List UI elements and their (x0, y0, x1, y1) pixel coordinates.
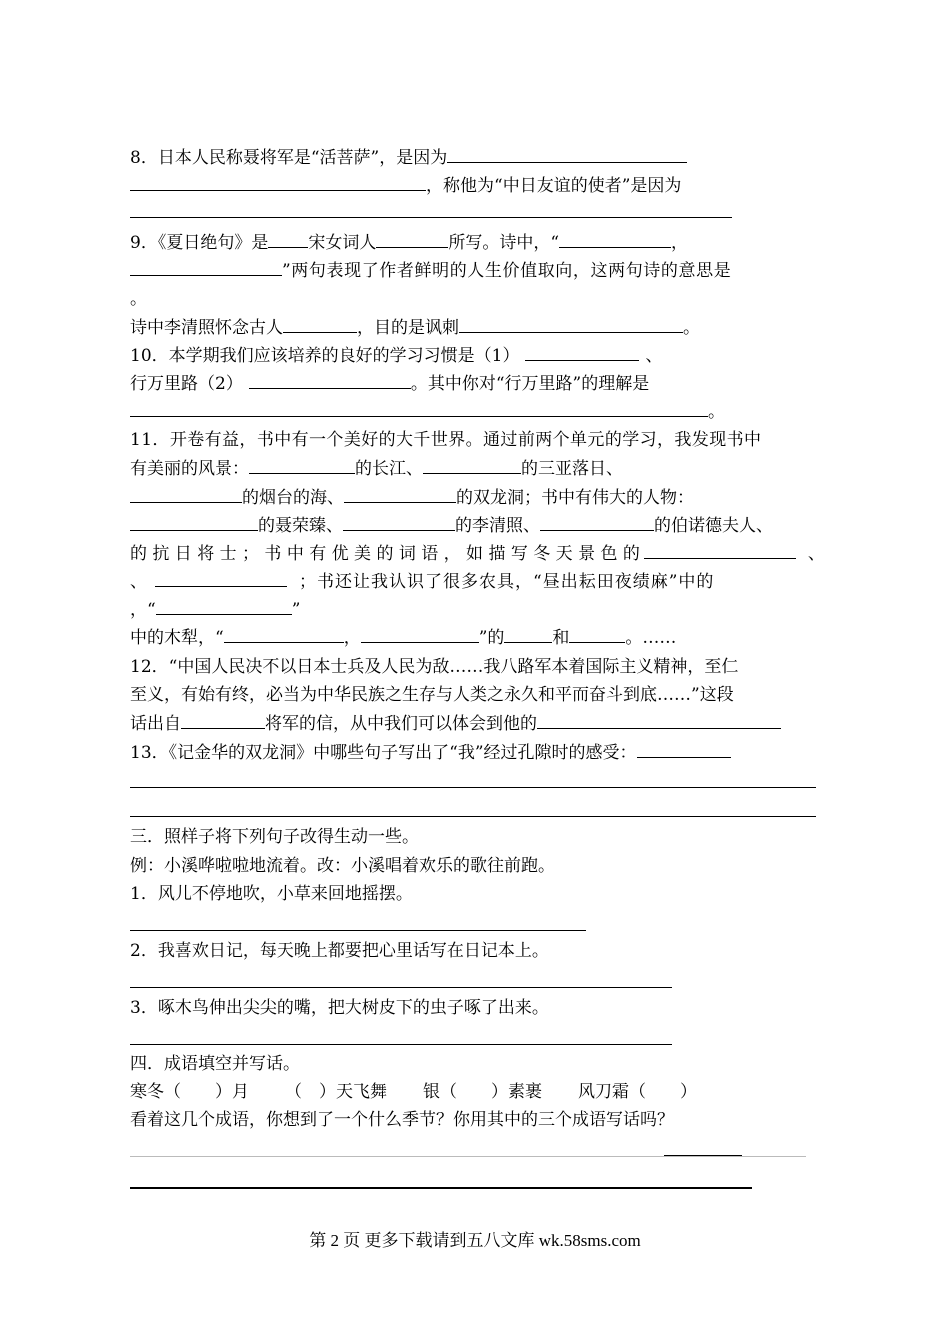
q9-blank-line1[interactable] (559, 231, 671, 248)
q11-blank-plow-line2[interactable] (361, 626, 479, 643)
idiom-1[interactable]: 寒冬（ ）月 (130, 1082, 249, 1102)
q11-line5: 的 抗 日 将 士 ； 书 中 有 优 美 的 词 语 ， 如 描 写 冬 天 景 色 的 、 (130, 544, 825, 564)
q11-blank-yangtze[interactable] (249, 457, 355, 474)
q10-line2: 行万里路（2） 。其中你对“行万里路”的理解是 (130, 374, 650, 394)
q9-line3: 。 (130, 289, 147, 309)
q13-line1: 13．《记金华的双龙洞》中哪些句子写出了“我”经过孔隙时的感受： (130, 741, 731, 764)
q11-line4: 的聂荣臻、 的李清照、 的伯诺德夫人、 (130, 514, 773, 537)
q9-blank-satirize[interactable] (459, 316, 683, 333)
q10-blank-habit1[interactable] (525, 344, 639, 361)
q11-line2: 有美丽的风景： 的长江、 的三亚落日、 (130, 459, 623, 479)
q11-blank-plow-line1[interactable] (224, 626, 344, 643)
q11-blank-yantai[interactable] (130, 486, 242, 503)
q11-blank-nie[interactable] (130, 514, 258, 531)
q10-blank-understanding[interactable] (130, 400, 708, 417)
q11-blank-bernard[interactable] (540, 514, 654, 531)
section4-answer-line-2[interactable] (130, 1187, 752, 1189)
idiom-3[interactable]: 银（ ）素裹 (423, 1082, 542, 1102)
q11-blank-tool-a[interactable] (504, 626, 552, 643)
q10-blank-habit2[interactable] (249, 372, 411, 389)
q11-blank-cave[interactable] (344, 486, 456, 503)
q11-line3: 的烟台的海、 的双龙洞；书中有伟大的人物： (130, 486, 694, 509)
q9-blank-poet[interactable] (376, 231, 448, 248)
section4-answer-line-1[interactable] (130, 1156, 806, 1157)
q12-line2: 至义，有始有终，必当为中华民族之生存与人类之永久和平而奋斗到底……”这段 (130, 685, 734, 705)
section3-item1: 1．风儿不停地吹，小草来回地摇摆。 (130, 884, 413, 904)
q11-line6: 、 ；书还让我认识了很多农具，“昼出耘田夜绩麻”中的 (130, 572, 715, 592)
q11-line8: 中的木犁，“ ， ”的 和 。…… (130, 628, 677, 648)
q11-blank-winter2[interactable] (155, 570, 287, 587)
idiom-4[interactable]: 风刀霜（ ） (578, 1082, 697, 1102)
section4-title: 四．成语填空并写话。 (130, 1054, 300, 1074)
q9-line1: 9．《夏日绝句》是 宋女词人 所写。诗中，“ ， (130, 233, 689, 253)
q12-blank-general[interactable] (181, 712, 265, 729)
section3-title: 三．照样子将下列句子改得生动一些。 (130, 827, 419, 847)
q13-blank-1[interactable] (637, 741, 731, 758)
q12-line1: 12．“中国人民决不以日本士兵及人民为敌……我八路军本着国际主义精神，至仁 (130, 657, 739, 677)
q12-line3: 话出自 将军的信，从中我们可以体会到他的 (130, 712, 781, 735)
section3-item2: 2．我喜欢日记，每天晚上都要把心里话写在日记本上。 (130, 941, 549, 961)
section4-answer-line-1-mark (664, 1155, 742, 1156)
section3-answer-line-2[interactable] (130, 987, 672, 988)
q9-blank-dynasty[interactable] (268, 231, 308, 248)
q13-answer-line-2[interactable] (130, 816, 816, 817)
q11-line1: 11．开卷有益，书中有一个美好的大千世界。通过前两个单元的学习，我发现书中 (130, 430, 762, 450)
section3-example: 例：小溪哗啦啦地流着。改：小溪唱着欢乐的歌往前跑。 (130, 856, 555, 876)
section3-answer-line-1[interactable] (130, 930, 586, 931)
q12-blank-spirit[interactable] (537, 712, 781, 729)
q13-answer-line-1[interactable] (130, 787, 816, 788)
q11-blank-tool-b[interactable] (569, 626, 625, 643)
section3-item3: 3．啄木鸟伸出尖尖的嘴，把大树皮下的虫子啄了出来。 (130, 998, 549, 1018)
q11-blank-li[interactable] (343, 514, 455, 531)
q11-blank-winter1[interactable] (644, 542, 796, 559)
q8-answer-line[interactable] (130, 217, 732, 218)
q11-blank-sanya[interactable] (423, 457, 521, 474)
q11-line7: ，“ ” (130, 600, 301, 620)
page-footer: 第 2 页 更多下载请到五八文库 wk.58sms.com (309, 1231, 641, 1250)
q8-line1: 8．日本人民称聂将军是“活菩萨”，是因为 (130, 146, 687, 169)
q9-blank-line2[interactable] (130, 259, 282, 276)
q10-line1: 10．本学期我们应该培养的良好的学习习惯是（1） 、 (130, 346, 663, 366)
q11-blank-tool-poem[interactable] (156, 598, 292, 615)
q9-line4: 诗中李清照怀念古人 ，目的是讽刺 。 (130, 318, 700, 338)
q10-line3: 。 (130, 400, 725, 423)
section3-answer-line-3[interactable] (130, 1044, 672, 1045)
section4-idioms (130, 1081, 697, 1103)
q8-blank-2[interactable] (130, 174, 426, 191)
idiom-2[interactable]: （ ）天飞舞 (285, 1082, 387, 1102)
q8-line2: ，称他为“中日友谊的使者”是因为 (130, 174, 681, 197)
q8-blank-1[interactable] (447, 146, 687, 163)
q9-blank-ancient[interactable] (283, 316, 357, 333)
q9-line2: ”两句表现了作者鲜明的人生价值取向，这两句诗的意思是 (130, 259, 731, 282)
section4-prompt: 看着这几个成语，你想到了一个什么季节？你用其中的三个成语写话吗？ (130, 1110, 674, 1130)
